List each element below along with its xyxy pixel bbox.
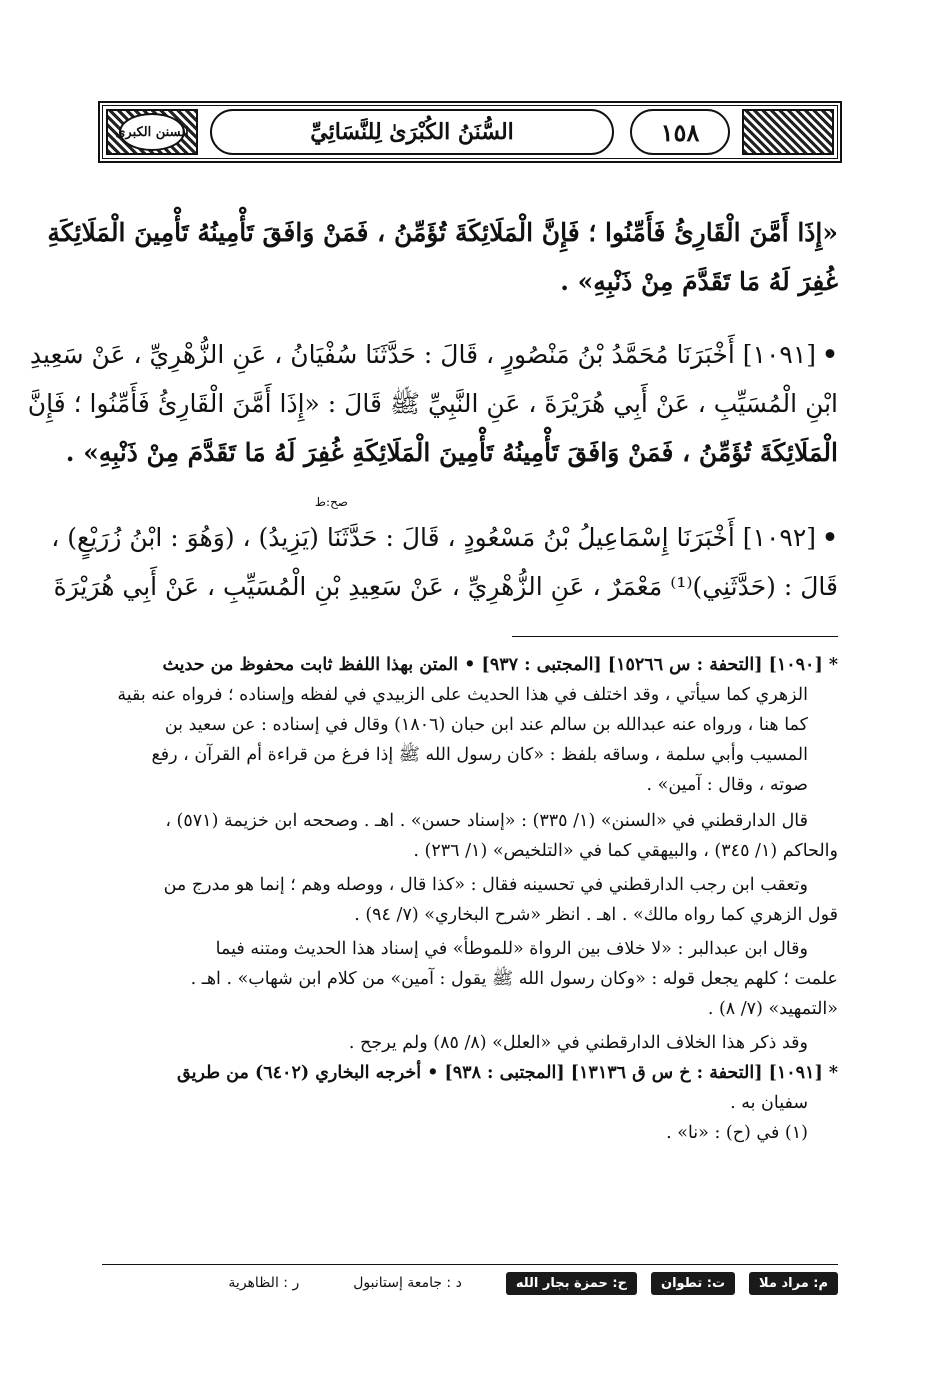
- text-line: ابْنِ الْمُسَيِّبِ ، عَنْ أَبِي هُرَيْرَةَ ، عَنِ النَّبِيِّ ﷺ قَالَ : «إِذَا أَمَّنَ الْقَارِئُ فَأَمِّنُوا ؛ فَإِنَّ: [27, 389, 838, 418]
- text-line: غُفِرَ لَهُ مَا تَقَدَّمَ مِنْ ذَنْبِهِ» .: [560, 267, 838, 296]
- title-cartouche: [210, 109, 614, 155]
- manuscript-label: د : جامعة إستانبول: [353, 1275, 462, 1291]
- marginal-note: صح:ط: [314, 495, 348, 509]
- note-line: * [١٠٩١] [التحفة : خ س ق ١٣١٣٦] [المجتبى : ٩٣٨] • أخرجه البخاري (٦٤٠٢) من طريق: [177, 1063, 838, 1083]
- manuscript-tag: م: مراد ملا: [749, 1272, 838, 1295]
- note-line: سفيان به .: [730, 1093, 808, 1113]
- text-line: •[١٠٩٢] أَخْبَرَنَا إِسْمَاعِيلُ بْنُ مَسْعُودٍ ، قَالَ : حَدَّثَنَا (يَزِيدُ) ، (وَهُوَ : ابْنُ زُرَيْعٍ) ،: [51, 523, 838, 552]
- hadith-1090-text: [47, 208, 838, 306]
- note-line: وقد ذكر هذا الخلاف الدارقطني في «العلل» (٨/ ٨٥) ولم يرجح .: [348, 1033, 808, 1053]
- ornament-left: [106, 109, 198, 155]
- page-header: [98, 101, 842, 163]
- footnote-separator: [512, 636, 838, 637]
- note-line: قول الزهري كما رواه مالك» . اهـ . انظر «شرح البخاري» (٧/ ٩٤) .: [354, 905, 838, 925]
- text-line: «إِذَا أَمَّنَ الْقَارِئُ فَأَمِّنُوا ؛ فَإِنَّ الْمَلَائِكَةَ تُؤَمِّنُ ، فَمَنْ وَافَقَ تَأْمِينُهُ تَأْمِينَ الْمَلَائِكَةِ: [47, 218, 838, 247]
- ornament-medal-icon: السنن الكبرى: [119, 113, 185, 151]
- footer-separator: [102, 1264, 838, 1265]
- manuscript-label: ر : الظاهرية: [228, 1275, 300, 1291]
- note-line: وتعقب ابن رجب الدارقطني في تحسينه فقال : «كذا قال ، ووصله وهم ؛ إنما هو مدرج من: [163, 875, 808, 895]
- note-line: وقال ابن عبدالبر : «لا خلاف بين الرواة «للموطأ» في إسناد هذا الحديث ومتنه فيما: [215, 939, 808, 959]
- page-number-cartouche: [630, 109, 730, 155]
- note-line: «التمهيد» (٧/ ٨) .: [707, 999, 838, 1019]
- book-title: السُّنَنُ الكُبْرَىٰ لِلنَّسَائِيِّ: [310, 119, 514, 145]
- ornament-right: [742, 109, 834, 155]
- manuscript-tag: ح: حمزة بجار الله: [506, 1272, 637, 1295]
- note-line: علمت ؛ كلهم يجعل قوله : «وكان رسول الله ﷺ يقول : آمين» من كلام ابن شهاب» . اهـ .: [190, 969, 838, 989]
- commentary-notes: [102, 650, 838, 1148]
- note-line: الزهري كما سيأتي ، وقد اختلف في هذا الحديث على الزبيدي في لفظه وإسناده ؛ فرواه عنه بقية: [117, 685, 808, 705]
- text-line: الْمَلَائِكَةَ تُؤَمِّنُ ، فَمَنْ وَافَقَ تَأْمِينُهُ تَأْمِينَ الْمَلَائِكَةِ غُفِرَ لَهُ مَا تَقَدَّمَ مِنْ ذَنْبِهِ» .: [65, 438, 838, 467]
- footnote: (١) في (ح) : «نا» .: [666, 1123, 808, 1143]
- note-line: والحاكم (١/ ٣٤٥) ، والبيهقي كما في «التلخيص» (١/ ٢٣٦) .: [413, 841, 838, 861]
- note-line: * [١٠٩٠] [التحفة : س ١٥٢٦٦] [المجتبى : ٩٣٧] • المتن بهذا اللفظ ثابت محفوظ من حديث: [162, 655, 838, 675]
- text-line: قَالَ : (حَدَّثَنِي)⁽¹⁾ مَعْمَرٌ ، عَنِ الزُّهْرِيِّ ، عَنْ سَعِيدِ بْنِ الْمُسَيِّبِ ، عَنْ أَبِي هُرَيْرَةَ: [53, 572, 838, 601]
- bullet-icon: •: [822, 340, 838, 369]
- hadith-1092: [51, 495, 838, 611]
- note-line: كما هنا ، ورواه عنه عبدالله بن سالم عند ابن حبان (١٨٠٦) وقال في إسناده : عن سعيد بن: [164, 715, 808, 735]
- manuscript-legend: [102, 1268, 838, 1298]
- page-number: ١٥٨: [660, 117, 700, 147]
- bullet-icon: •: [822, 523, 838, 552]
- note-line: المسيب وأبي سلمة ، وساقه بلفظ : «كان رسول الله ﷺ إذا فرغ من قراءة أم القرآن ، رفع: [151, 745, 808, 765]
- hadith-1091: [27, 330, 838, 477]
- text-line: •[١٠٩١] أَخْبَرَنَا مُحَمَّدُ بْنُ مَنْصُورٍ ، قَالَ : حَدَّثَنَا سُفْيَانُ ، عَنِ الزُّهْرِيِّ ، عَنْ سَعِيدِ: [29, 340, 838, 369]
- manuscript-tag: ت: تطوان: [651, 1272, 735, 1295]
- note-line: قال الدارقطني في «السنن» (١/ ٣٣٥) : «إسناد حسن» . اهـ . وصححه ابن خزيمة (٥٧١) ،: [165, 811, 808, 831]
- note-line: صوته ، وقال : آمين» .: [646, 775, 808, 795]
